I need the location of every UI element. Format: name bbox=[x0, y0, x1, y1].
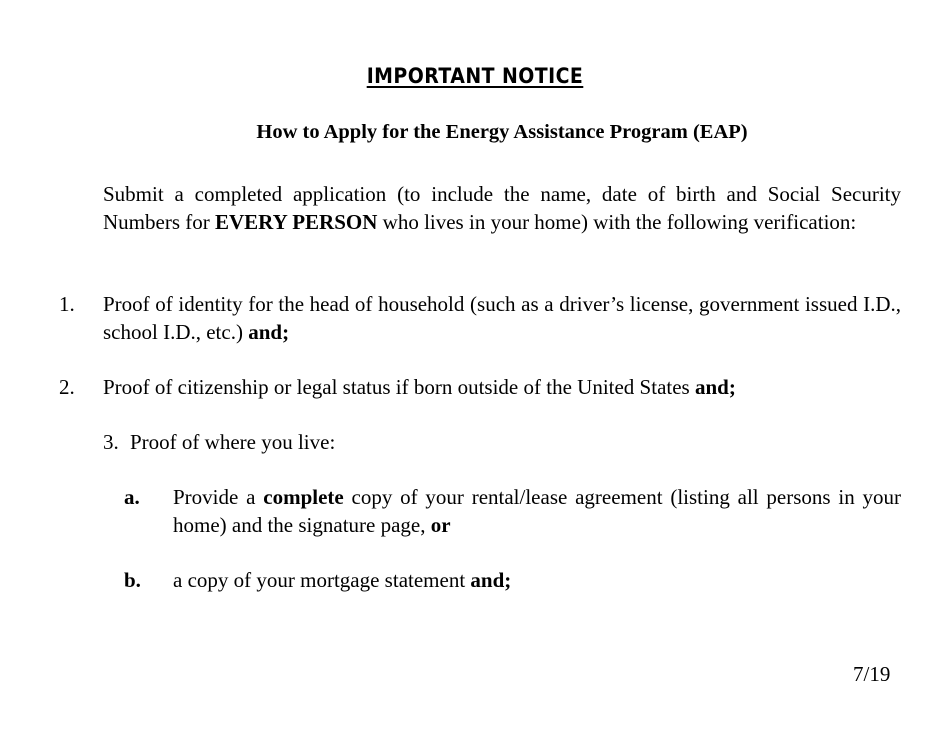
sub-item-b-letter: b. bbox=[124, 568, 141, 592]
item-2-text bbox=[103, 374, 901, 402]
sub-item-a-text bbox=[173, 484, 901, 539]
item-1-body: Proof of identity for the head of household (such as a driver’s license, government issued I.D., school I.D., etc.) bbox=[103, 292, 901, 344]
sub-item-a-letter: a. bbox=[124, 485, 140, 509]
intro-text-2: who lives in your home) with the following verification: bbox=[377, 209, 857, 234]
program-subtitle: How to Apply for the Energy Assistance Program (EAP) bbox=[256, 121, 748, 143]
sub-item-a-conjunction: or bbox=[430, 512, 451, 537]
notice-title: IMPORTANT NOTICE bbox=[366, 64, 584, 88]
item-3-number: 3. bbox=[103, 430, 119, 454]
item-1-conjunction: and; bbox=[248, 319, 290, 344]
sub-item-b-body: a copy of your mortgage statement bbox=[173, 568, 471, 592]
sub-item-a-text-2: copy of your rental/lease agreement (listing all persons in your home) and the signature page, bbox=[173, 485, 902, 537]
sub-item-b-conjunction: and; bbox=[470, 568, 512, 592]
item-1-text bbox=[103, 291, 901, 346]
intro-emphasis: EVERY PERSON bbox=[214, 209, 378, 234]
item-1-number: 1. bbox=[59, 292, 75, 316]
sub-item-a-text-1: Provide a bbox=[173, 485, 264, 509]
intro-text-1: Submit a completed application (to include the name, date of birth and Social Security Numbers for bbox=[103, 182, 901, 234]
item-2-body: Proof of citizenship or legal status if born outside of the United States bbox=[103, 375, 695, 399]
sub-item-b-text bbox=[173, 567, 901, 595]
sub-item-a-emphasis: complete bbox=[263, 485, 344, 509]
page-number: 7/19 bbox=[853, 662, 891, 686]
item-2-number: 2. bbox=[59, 375, 75, 399]
item-2-conjunction: and; bbox=[694, 375, 736, 399]
intro-paragraph bbox=[103, 181, 901, 236]
item-3-text: Proof of where you live: bbox=[130, 430, 336, 454]
